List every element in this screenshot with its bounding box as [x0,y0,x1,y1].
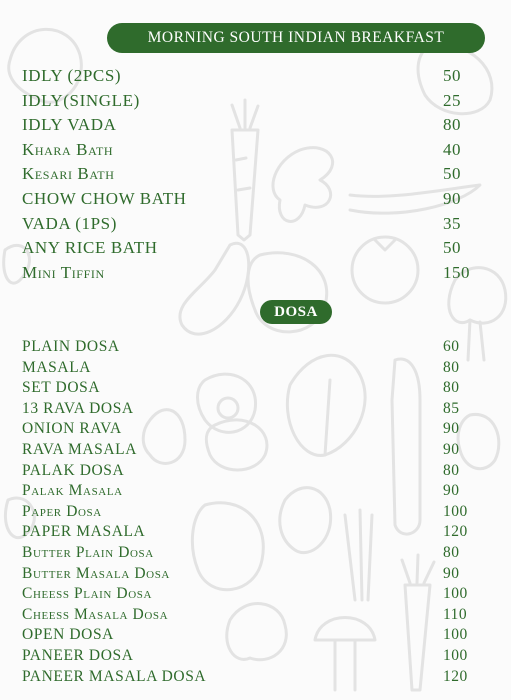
menu-item-price: 90 [443,420,460,438]
menu-item-row [0,625,511,645]
menu-item-price: 100 [443,502,468,520]
menu-item-row [0,113,511,137]
menu-item-name: OPEN DOSA [22,626,114,644]
menu-item-row [0,187,511,211]
menu-item-name: ANY RICE BATH [22,238,158,258]
menu-item-name: IDLY(SINGLE) [22,90,140,110]
menu-item-row [0,419,511,439]
menu-item-price: 90 [443,564,460,582]
menu-item-price: 100 [443,626,468,644]
menu-item-name: ONION RAVA [22,420,122,438]
menu-item-name: VADA (1PS) [22,213,117,233]
menu-item-price: 90 [443,441,460,458]
menu-item-row [0,605,511,625]
menu-item-price: 90 [443,189,461,208]
menu-item-price: 50 [443,66,461,85]
menu-item-price: 80 [443,358,460,376]
menu-item-name: SET DOSA [22,379,101,397]
dosa-section-header: DOSA [260,300,332,324]
menu-item-name: Khara Bath [22,139,114,159]
menu-item-row [0,261,511,285]
menu-item-name: IDLY VADA [22,115,117,135]
menu-item-name: PALAK DOSA [22,461,125,479]
menu-item-price: 80 [443,115,461,135]
menu-item-row [0,236,511,260]
menu-item-name: CHOW CHOW BATH [22,189,187,208]
menu-item-price: 50 [443,164,461,184]
menu-item-name: Mini Tiffin [22,262,105,282]
menu-item-name: Cheess Plain Dosa [22,585,152,603]
menu-item-row [0,584,511,604]
menu-item-price: 60 [443,338,460,355]
menu-item-row [0,138,511,162]
menu-item-price: 120 [443,667,468,685]
menu-item-row [0,564,511,584]
menu-item-row [0,64,511,88]
menu-item-row [0,440,511,460]
menu-item-price: 80 [443,544,460,561]
menu-item-name: Kesari Bath [22,164,115,184]
menu-item-row [0,461,511,481]
menu-item-name: PANEER DOSA [22,647,134,664]
menu-item-row [0,399,511,419]
menu-item-name: MASALA [22,358,92,376]
menu-item-price: 85 [443,399,460,417]
menu-item-row [0,481,511,501]
menu-item-price: 40 [443,139,461,159]
menu-item-price: 120 [443,523,468,541]
menu-item-row [0,502,511,522]
menu-item-price: 110 [443,605,468,623]
menu-item-name: Cheess Masala Dosa [22,605,169,623]
menu-item-name: Butter Plain Dosa [22,544,154,561]
breakfast-section-header: MORNING SOUTH INDIAN BREAKFAST [107,23,485,53]
menu-item-row [0,522,511,542]
menu-item-name: IDLY (2PCS) [22,66,122,85]
menu-item-price: 100 [443,647,468,664]
menu-item-row [0,543,511,563]
menu-item-price: 150 [443,262,470,282]
menu-item-row [0,358,511,378]
menu-item-name: Paper Dosa [22,502,102,520]
menu-item-price: 80 [443,379,460,397]
menu-item-price: 25 [443,90,461,110]
menu-item-price: 50 [443,238,461,258]
menu-item-name: RAVA MASALA [22,441,137,458]
menu-item-name: PAPER MASALA [22,523,146,541]
menu-item-price: 35 [443,213,461,233]
menu-item-row [0,667,511,687]
menu-item-name: PANEER MASALA DOSA [22,667,207,685]
menu-item-row [0,89,511,113]
menu-item-price: 100 [443,585,468,603]
menu-item-row [0,162,511,186]
menu-item-row [0,212,511,236]
menu-item-name: PLAIN DOSA [22,338,120,355]
menu-item-name: Butter Masala Dosa [22,564,170,582]
menu-item-row [0,646,511,666]
menu-item-price: 90 [443,482,460,500]
menu-item-row [0,378,511,398]
menu-item-name: Palak Masala [22,482,123,500]
menu-item-name: 13 RAVA DOSA [22,399,134,417]
menu-item-row [0,337,511,357]
menu-item-price: 80 [443,461,460,479]
